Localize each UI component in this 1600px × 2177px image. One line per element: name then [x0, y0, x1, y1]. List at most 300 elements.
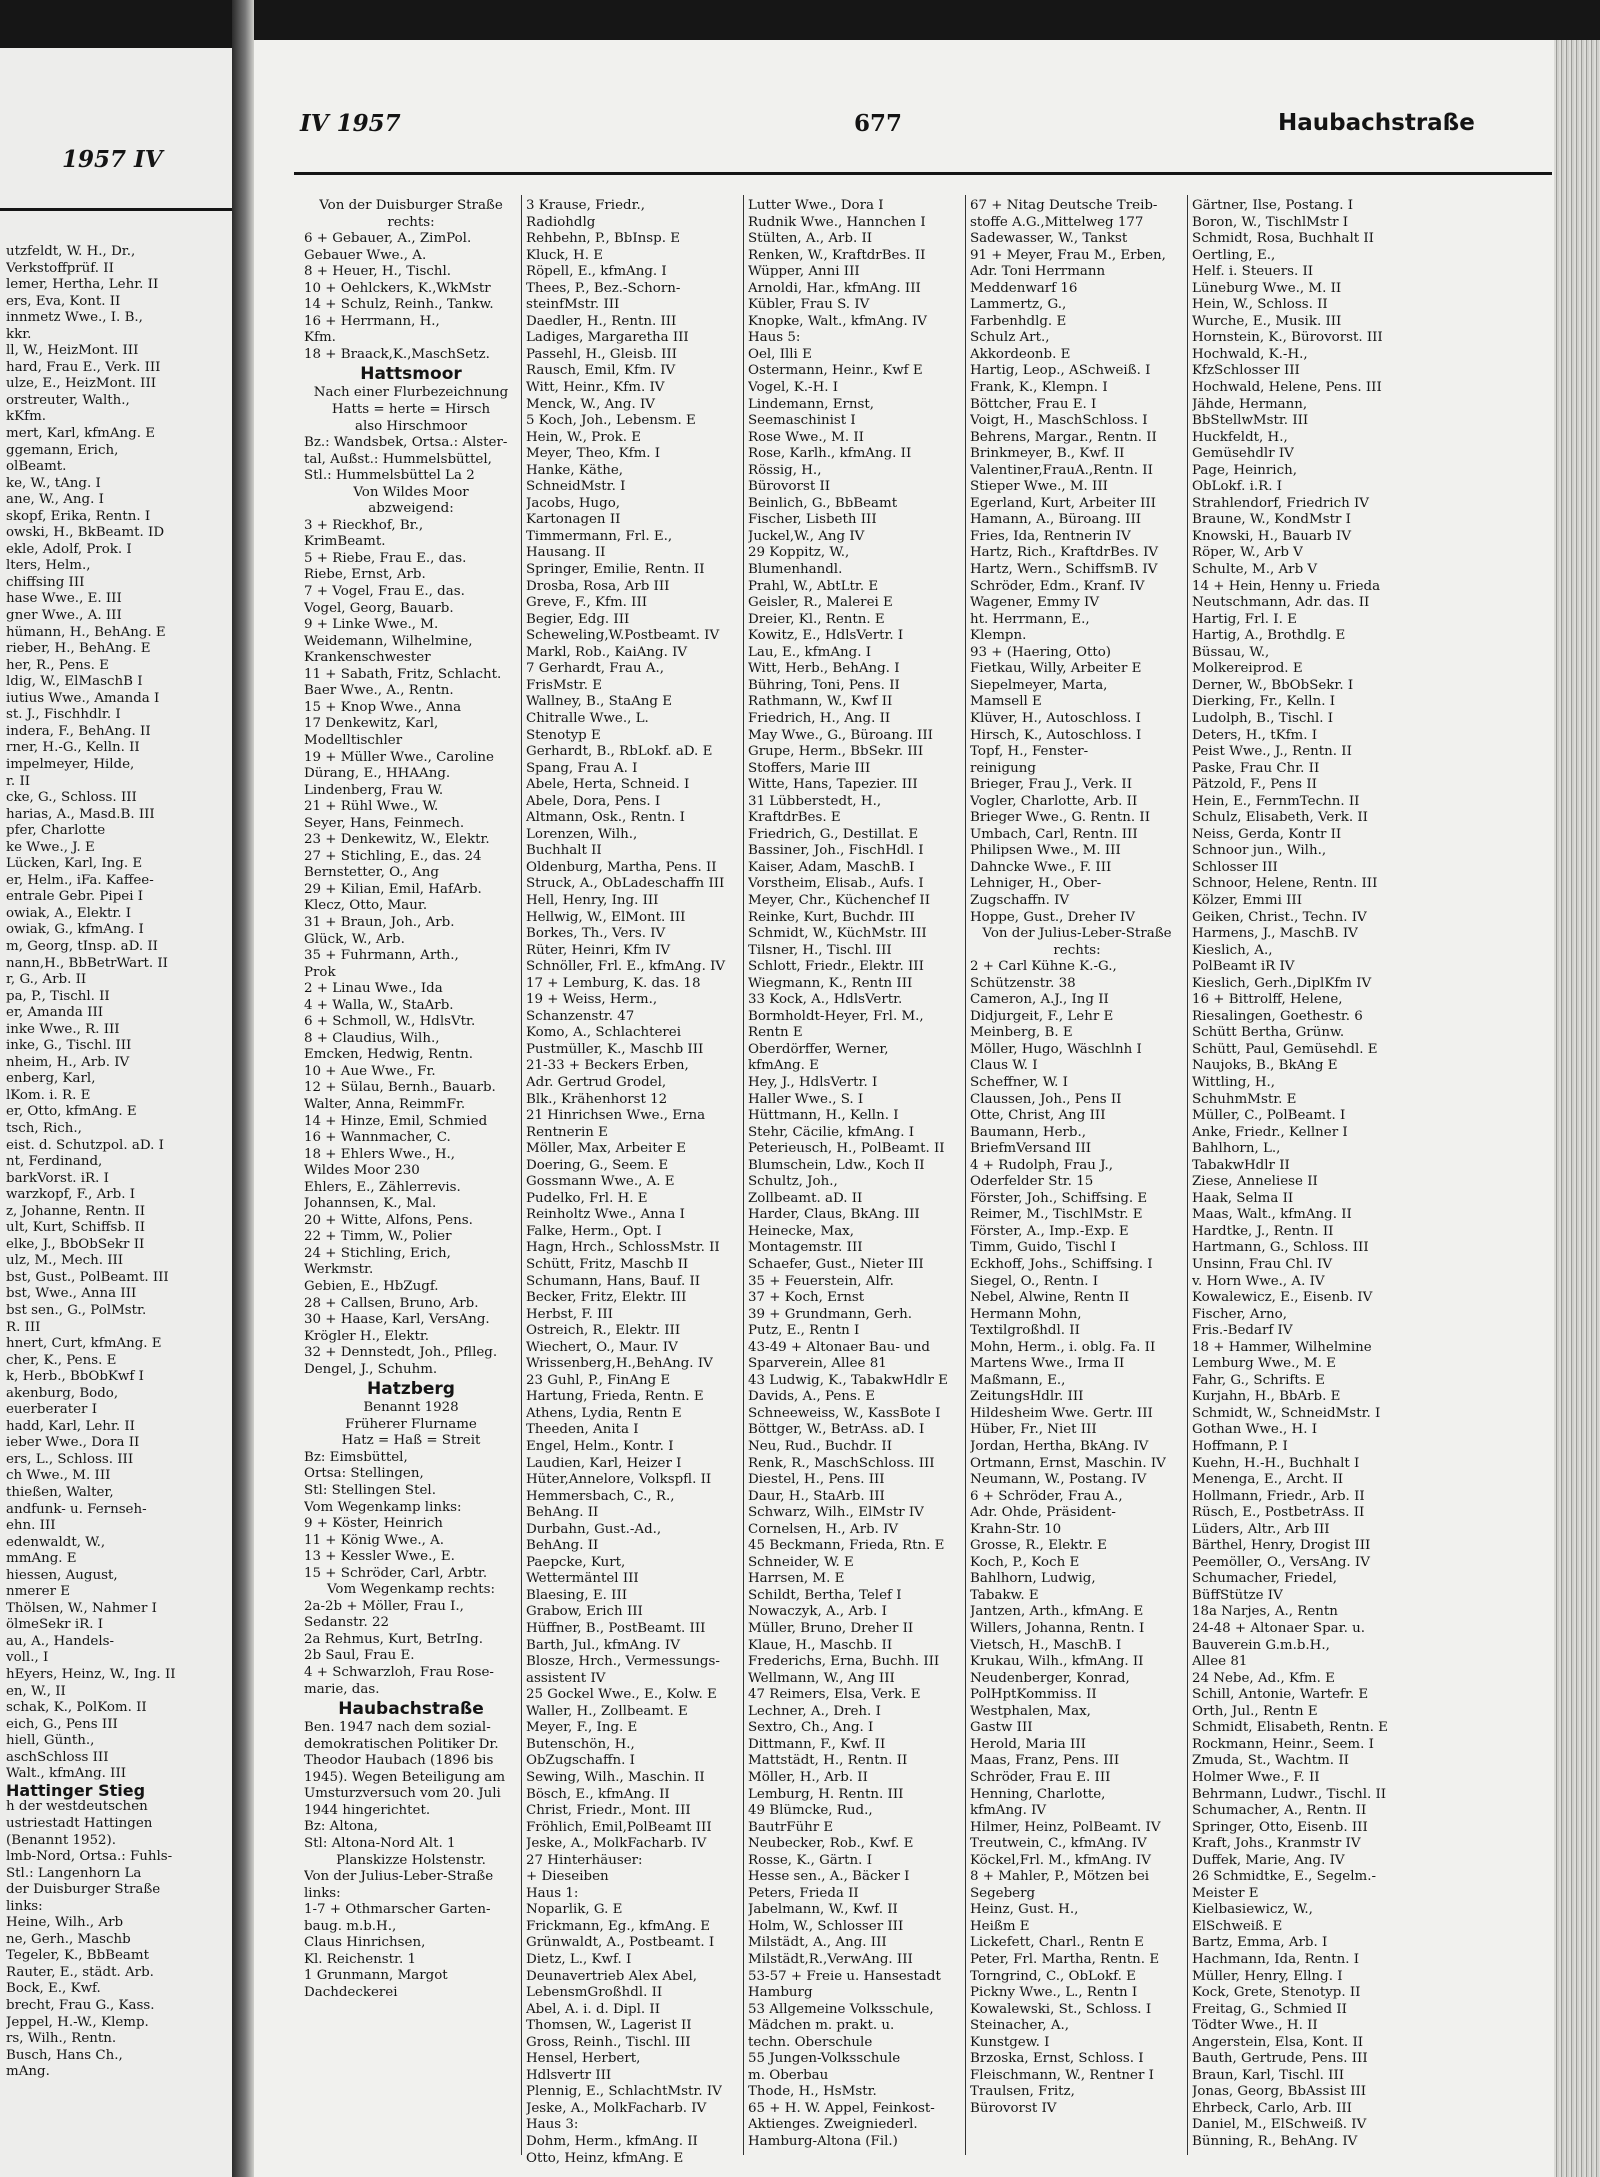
left-page-line: her, R., Pens. E [6, 657, 109, 673]
directory-entry: Lüders, Altr., Arb III [1192, 1521, 1330, 1537]
directory-entry: Anke, Friedr., Kellner I [1192, 1124, 1348, 1140]
directory-entry: Hartmann, G., Schloss. III [1192, 1240, 1369, 1256]
directory-entry: Oldenburg, Martha, Pens. II [526, 859, 717, 875]
directory-entry: 47 Reimers, Elsa, Verk. E [748, 1687, 921, 1703]
directory-entry: Gothan Wwe., H. I [1192, 1422, 1318, 1438]
directory-entry: Schumacher, Friedel, [1192, 1571, 1338, 1587]
directory-entry: KraftdrBes. E [748, 810, 841, 826]
directory-entry: steinfMstr. III [526, 297, 620, 313]
directory-entry: Boron, W., TischlMstr I [1192, 214, 1349, 230]
directory-entry: Brieger Wwe., G. Rentn. II [970, 810, 1150, 826]
directory-entry: + Dieseiben [526, 1869, 609, 1885]
left-page-line: inke, G., Tischl. III [6, 1038, 132, 1054]
directory-entry: Montagemstr. III [748, 1240, 863, 1256]
left-page-line: olBeamt. [6, 459, 67, 475]
directory-entry: 6 + Gebauer, A., ZimPol. [304, 231, 472, 247]
directory-entry: Doering, G., Seem. E [526, 1157, 669, 1173]
left-page-line: aschSchloss III [6, 1749, 109, 1765]
directory-entry: 25 Gockel Wwe., E., Kolw. E [526, 1687, 717, 1703]
directory-entry: Behrmann, Ludwr., Tischl. II [1192, 1786, 1387, 1802]
directory-entry: Gerhardt, B., RbLokf. aD. E [526, 744, 713, 760]
directory-entry: Kieslich, A., [1192, 942, 1273, 958]
left-page-line: hard, Frau E., Verk. III [6, 359, 161, 375]
left-page-line: st. J., Fischhdlr. I [6, 707, 121, 723]
directory-entry: marie, das. [304, 1681, 380, 1697]
directory-entry: Harder, Claus, BkAng. III [748, 1207, 920, 1223]
directory-entry: Kübler, Frau S. IV [748, 297, 870, 313]
left-page-line: ekle, Adolf, Prok. I [6, 541, 132, 557]
directory-entry: Butenschön, H., [526, 1736, 635, 1752]
directory-entry: 6 + Schmoll, W., HdlsVtr. [304, 1014, 476, 1030]
directory-entry: 27 + Stichling, E., das. 24 [304, 848, 482, 864]
section-note: Von der Julius-Leber-Straße [982, 926, 1172, 942]
left-page-line: Bock, E., Kwf. [6, 1981, 101, 1997]
directory-entry: Hausang. II [526, 545, 606, 561]
directory-entry: Rose, Karlh., kfmAng. II [748, 446, 912, 462]
directory-entry: Braun, Karl, Tischl. III [1192, 2067, 1345, 2083]
directory-entry: ht. Herrmann, E., [970, 611, 1090, 627]
directory-entry: Kuehn, H.-H., Buchhalt I [1192, 1455, 1360, 1471]
directory-entry: Lindenberg, Frau W. [304, 782, 444, 798]
directory-entry: Johannsen, K., Mal. [304, 1196, 437, 1212]
directory-entry: Falke, Herm., Opt. I [526, 1223, 662, 1239]
directory-entry: Gross, Reinh., Tischl. III [526, 2034, 691, 2050]
directory-entry: 4 + Schwarzloh, Frau Rose- [304, 1665, 494, 1681]
directory-entry: Friedrich, G., Destillat. E [748, 826, 919, 842]
directory-entry: Buchhalt II [526, 843, 602, 859]
left-page-line: eist. d. Schutzpol. aD. I [6, 1137, 164, 1153]
section-note: Planskizze Holstenstr. [336, 1852, 486, 1868]
directory-entry: 39 + Grundmann, Gerh. [748, 1306, 913, 1322]
directory-entry: Hornstein, K., Bürovorst. III [1192, 330, 1383, 346]
directory-entry: Rehbehn, P., BbInsp. E [526, 231, 681, 247]
directory-entry: 31 + Braun, Joh., Arb. [304, 914, 455, 930]
directory-entry: Kfm. [304, 330, 336, 346]
directory-entry: Hochwald, K.-H., [1192, 346, 1308, 362]
directory-column-5 [1192, 198, 1406, 2151]
directory-entry: Dachdeckerei [304, 1984, 398, 2000]
directory-entry: Rockmann, Heinr., Seem. I [1192, 1736, 1374, 1752]
directory-entry: Bühring, Toni, Pens. II [748, 677, 900, 693]
directory-entry: Bartz, Emma, Arb. I [1192, 1935, 1328, 1951]
directory-entry: Zollbeamt. aD. II [748, 1190, 863, 1206]
directory-entry: Nebel, Alwine, Rentn II [970, 1290, 1130, 1306]
directory-entry: 2a-2b + Möller, Frau I., [304, 1598, 464, 1614]
directory-entry: Meyer, Chr., Küchenchef II [748, 892, 930, 908]
directory-entry: kfmAng. E [748, 1058, 819, 1074]
directory-entry: Athens, Lydia, Rentn E [526, 1405, 682, 1421]
directory-entry: LebensmGroßhdl. II [526, 1985, 663, 2001]
directory-entry: Wrissenberg,H.,BehAng. IV [526, 1356, 713, 1372]
directory-entry: Martens Wwe., Irma II [970, 1356, 1125, 1372]
directory-entry: Harmens, J., MaschB. IV [1192, 926, 1358, 942]
left-page-line: eich, G., Pens III [6, 1716, 118, 1732]
directory-entry: Bassiner, Joh., FischHdl. I [748, 843, 924, 859]
directory-entry: Ludolph, B., Tischl. I [1192, 710, 1334, 726]
directory-entry: Gärtner, Ilse, Postang. I [1192, 198, 1354, 213]
left-page-line: er, Otto, kfmAng. E [6, 1104, 137, 1120]
directory-entry: Hein, W., Schloss. II [1192, 297, 1328, 313]
directory-entry: Reinholtz Wwe., Anna I [526, 1207, 685, 1223]
directory-entry: Braune, W., KondMstr I [1192, 512, 1351, 528]
left-page-line: ne, Gerh., Maschb [6, 1931, 131, 1947]
directory-entry: Kurjahn, H., BbArb. E [1192, 1389, 1341, 1405]
directory-column-3 [748, 198, 962, 2151]
directory-entry: Ladiges, Margaretha III [526, 330, 689, 346]
directory-entry: Blumenhandl. [748, 562, 843, 578]
directory-entry: Hoffmann, P. I [1192, 1439, 1288, 1455]
right-page-header-left: IV 1957 [300, 110, 401, 137]
directory-entry: 14 + Schulz, Reinh., Tankw. [304, 297, 494, 313]
directory-entry: Adr. Gertrud Grodel, [526, 1074, 667, 1090]
left-page-line: Jeppel, H.-W., Klemp. [6, 2014, 149, 2030]
directory-entry: BriefmVersand III [970, 1141, 1092, 1157]
directory-entry: Klüver, H., Autoschloss. I [970, 710, 1141, 726]
directory-entry: Riebe, Ernst, Arb. [304, 567, 426, 583]
directory-entry: Egerland, Kurt, Arbeiter III [970, 495, 1156, 511]
directory-entry: Lehniger, H., Ober- [970, 876, 1102, 892]
directory-entry: Otto, Heinz, kfmAng. E [526, 2150, 684, 2166]
directory-entry: Oertling, E., [1192, 247, 1276, 263]
directory-entry: Frederichs, Erna, Buchh. III [748, 1654, 940, 1670]
left-page-line: r, G., Arb. II [6, 972, 87, 988]
directory-entry: 2a Rehmus, Kurt, BetrIng. [304, 1631, 484, 1647]
directory-entry: Abel, A. i. d. Dipl. II [526, 2001, 660, 2017]
directory-entry: Schneeweiss, W., KassBote I [748, 1405, 941, 1421]
directory-entry: Theeden, Anita I [526, 1422, 639, 1438]
directory-entry: Heißm E [970, 1918, 1030, 1934]
directory-entry: 18 + Braack,K.,MaschSetz. [304, 346, 490, 362]
left-page-line: lemer, Hertha, Lehr. II [6, 277, 159, 293]
directory-entry: Riesalingen, Goethestr. 6 [1192, 1008, 1363, 1024]
left-page-line: ulze, E., HeizMont. III [6, 376, 157, 392]
directory-entry: BehAng. II [526, 1538, 599, 1554]
directory-entry: Schumacher, A., Rentn. II [1192, 1803, 1367, 1819]
directory-entry: Witte, Hans, Tapezier. III [748, 777, 918, 793]
left-page-line: chiffsing III [6, 574, 85, 590]
directory-entry: Sadewasser, W., Tankst [970, 231, 1128, 247]
directory-entry: Valentiner,FrauA.,Rentn. II [970, 462, 1153, 478]
directory-entry: reinigung [970, 760, 1036, 776]
directory-entry: Schanzenstr. 47 [526, 1008, 635, 1024]
directory-entry: Hermann Mohn, [970, 1306, 1082, 1322]
directory-entry: Brinkmeyer, B., Kwf. II [970, 446, 1125, 462]
directory-entry: Böttcher, Frau E. I [970, 396, 1097, 412]
directory-entry: Möller, Hugo, Wäschlnh I [970, 1041, 1142, 1057]
directory-entry: Naujoks, B., BkAng E [1192, 1058, 1338, 1074]
left-page-line: ll, W., HeizMont. III [6, 343, 139, 359]
directory-entry: Neubecker, Rob., Kwf. E [748, 1836, 914, 1852]
directory-entry: Bormholdt-Heyer, Frl. M., [748, 1008, 924, 1024]
directory-entry: Wellmann, W., Ang III [748, 1670, 895, 1686]
directory-entry: Plennig, E., SchlachtMstr. IV [526, 2084, 722, 2100]
directory-entry: kfmAng. IV [970, 1803, 1047, 1819]
directory-entry: Thomsen, W., Lagerist II [526, 2018, 692, 2034]
directory-entry: Gemüsehdlr IV [1192, 446, 1294, 462]
directory-entry: Markl, Rob., KaiAng. IV [526, 644, 688, 660]
directory-entry: Schlott, Friedr., Elektr. III [748, 959, 924, 975]
directory-entry: Meinberg, B. E [970, 1025, 1073, 1041]
directory-entry: Von der Julius-Leber-Straße [304, 1869, 494, 1885]
directory-entry: 19 + Müller Wwe., Caroline [304, 749, 494, 765]
directory-entry: Eckhoff, Johs., Schiffsing. I [970, 1257, 1153, 1272]
directory-entry: Holm, W., Schlosser III [748, 1918, 904, 1934]
directory-entry: Timmermann, Frl. E., [526, 528, 673, 544]
directory-entry: Rössig, H., [748, 462, 822, 478]
directory-entry: Schill, Antonie, Wartefr. E [1192, 1687, 1369, 1703]
directory-entry: Traulsen, Fritz, [970, 2084, 1075, 2100]
directory-entry: Springer, Otto, Eisenb. III [1192, 1819, 1368, 1835]
directory-entry: Hartig, A., Brothdlg. E [1192, 628, 1346, 644]
directory-entry: 24-48 + Altonaer Spar. u. [1192, 1621, 1365, 1637]
directory-entry: Wildes Moor 230 [304, 1163, 420, 1179]
directory-entry: Struck, A., ObLadeschaffn III [526, 876, 725, 892]
directory-entry: Becker, Fritz, Elektr. III [526, 1290, 687, 1306]
left-page-line: iutius Wwe., Amanda I [6, 690, 160, 706]
directory-entry: Wallney, B., StaAng E [526, 694, 673, 710]
directory-entry: Hüber, Fr., Niet III [970, 1422, 1097, 1438]
directory-entry: Rudnik Wwe., Hannchen I [748, 214, 926, 230]
directory-entry: Neudenberger, Konrad, [970, 1670, 1130, 1686]
right-header-rule [294, 172, 1552, 175]
directory-entry: 18 + Hammer, Wilhelmine [1192, 1339, 1372, 1355]
directory-entry: 28 + Callsen, Bruno, Arb. [304, 1295, 479, 1311]
directory-entry: Rentnerin E [526, 1124, 608, 1140]
directory-entry: Fröhlich, Emil,PolBeamt III [526, 1819, 712, 1835]
directory-entry: Pudelko, Frl. H. E [526, 1190, 648, 1206]
directory-entry: 2 + Linau Wwe., Ida [304, 981, 443, 997]
directory-entry: 22 + Timm, W., Polier [304, 1229, 452, 1245]
directory-entry: Fischer, Lisbeth III [748, 512, 877, 528]
directory-entry: Friedrich, H., Ang. II [748, 710, 891, 726]
directory-entry: SchuhmMstr. E [1192, 1091, 1297, 1107]
directory-entry: Spang, Frau A. I [526, 760, 638, 776]
directory-entry: Scheweling,W.Postbeamt. IV [526, 628, 720, 644]
directory-entry: Meyer, F., Ing. E [526, 1720, 638, 1736]
directory-entry: Stieper Wwe., M. III [970, 479, 1108, 495]
left-page-line: brecht, Frau G., Kass. [6, 1997, 155, 2013]
directory-entry: Umbach, Carl, Rentn. III [970, 826, 1138, 842]
directory-entry: Müller, C., PolBeamt. I [1192, 1108, 1346, 1124]
directory-entry: Krögler H., Elektr. [304, 1328, 430, 1344]
directory-entry: Willers, Johanna, Rentn. I [970, 1621, 1145, 1637]
directory-entry: Daedler, H., Rentn. III [526, 313, 677, 329]
directory-entry: Brzoska, Ernst, Schloss. I [970, 2051, 1144, 2067]
directory-entry: 1944 hingerichtet. [304, 1802, 431, 1818]
directory-entry: Bernstetter, O., Ang [304, 865, 439, 881]
directory-entry: Greve, F., Kfm. III [526, 595, 648, 611]
left-page-line: ggemann, Erich, [6, 442, 119, 458]
directory-entry: Philipsen Wwe., M. III [970, 843, 1121, 859]
left-page-line: ch Wwe., M. III [6, 1468, 111, 1484]
directory-entry: Oberdörffer, Werner, [748, 1041, 889, 1057]
section-note: Hatts = herte = Hirsch [331, 402, 491, 418]
directory-entry: Förster, Joh., Schiffsing. E [970, 1190, 1148, 1206]
directory-entry: Gebien, E., HbZugf. [304, 1279, 439, 1294]
left-page-line: thießen, Walter, [6, 1485, 114, 1501]
directory-entry: Lorenzen, Wilh., [526, 826, 638, 842]
directory-entry: Peterieusch, H., PolBeamt. II [748, 1141, 945, 1157]
directory-entry: Jantzen, Arth., kfmAng. E [970, 1604, 1144, 1620]
directory-entry: Fahr, G., Schrifts. E [1192, 1372, 1325, 1388]
directory-entry: Dengel, J., Schuhm. [304, 1361, 438, 1377]
left-page-line: enberg, Karl, [6, 1071, 96, 1087]
directory-entry: links: [304, 1885, 341, 1901]
directory-entry: Deters, H., tKfm. I [1192, 727, 1318, 743]
directory-entry: Tilsner, H., Tischl. III [748, 942, 892, 958]
directory-entry: Passehl, H., Gleisb. III [526, 346, 677, 362]
directory-entry: 8 + Heuer, H., Tischl. [304, 264, 452, 280]
directory-entry: Hein, W., Prok. E [526, 429, 642, 445]
directory-entry: Schütt, Paul, Gemüsehdl. E [1192, 1041, 1378, 1057]
left-page-line: Stl.: Langenhorn La [6, 1865, 142, 1881]
directory-entry: Schmidt, Rosa, Buchhalt II [1192, 231, 1374, 247]
directory-entry: Modelltischler [304, 732, 403, 748]
directory-entry: Lammertz, G., [970, 297, 1067, 313]
directory-entry: Schütt Bertha, Grünw. [1192, 1025, 1345, 1041]
directory-entry: Lüneburg Wwe., M. II [1192, 280, 1342, 296]
directory-entry: Hell, Henry, Ing. III [526, 892, 659, 908]
directory-entry: Geisler, R., Malerei E [748, 595, 893, 611]
directory-entry: Neumann, W., Postang. IV [970, 1472, 1147, 1488]
directory-entry: Jonas, Georg, BbAssist III [1192, 2084, 1367, 2100]
left-page-line: akenburg, Bodo, [6, 1385, 119, 1401]
directory-entry: 16 + Bittrolff, Helene, [1192, 992, 1343, 1008]
left-page-line: h der westdeutschen [6, 1799, 148, 1815]
directory-entry: 8 + Claudius, Wilh., [304, 1030, 440, 1046]
directory-entry: KfzSchlosser III [1192, 363, 1300, 379]
column-divider [743, 195, 744, 2155]
directory-entry: Büssau, W., [1192, 644, 1270, 660]
directory-entry: Zugschaffn. IV [970, 892, 1070, 908]
directory-entry: Weidemann, Wilhelmine, [304, 633, 473, 649]
directory-entry: 21 + Rühl Wwe., W. [304, 799, 439, 815]
directory-entry: Fischer, Arno, [1192, 1306, 1287, 1322]
directory-entry: Peter, Frl. Martha, Rentn. E [970, 1951, 1160, 1967]
directory-entry: Aktienges. Zweigniederl. [748, 2117, 918, 2133]
left-page-line: Tegeler, K., BbBeamt [6, 1948, 149, 1964]
directory-entry: Grünwaldt, A., Postbeamt. I [526, 1935, 715, 1951]
directory-entry: Röper, W., Arb V [1192, 545, 1303, 561]
directory-entry: 26 Schmidtke, E., Segelm.- [1192, 1869, 1376, 1885]
directory-entry: 7 + Vogel, Frau E., das. [304, 584, 465, 600]
directory-entry: Müller, Henry, Ellng. I [1192, 1968, 1343, 1984]
left-page-line: cke, G., Schloss. III [6, 790, 137, 806]
directory-entry: SchneidMstr. I [526, 479, 626, 495]
directory-entry: ObLokf. i.R. I [1192, 479, 1283, 495]
left-page-header: 1957 IV [62, 146, 163, 173]
left-page-column [6, 244, 230, 2081]
left-page-line: rs, Wilh., Rentn. [6, 2031, 117, 2047]
directory-entry: Schmidt, W., KüchMstr. III [748, 926, 927, 942]
directory-entry: m. Oberbau [748, 2067, 829, 2083]
directory-entry: Stehr, Cäcilie, kfmAng. I [748, 1124, 914, 1140]
directory-entry: 33 Kock, A., HdlsVertr. [748, 992, 903, 1008]
directory-entry: Kluck, H. E [526, 247, 604, 263]
directory-entry: PolHptKommiss. II [970, 1687, 1097, 1703]
directory-entry: Hemmersbach, C., R., [526, 1488, 675, 1504]
directory-entry: Voigt, H., MaschSchloss. I [970, 413, 1148, 429]
directory-entry: Blaesing, E. III [526, 1587, 628, 1603]
directory-entry: 10 + Aue Wwe., Fr. [304, 1063, 436, 1079]
left-page-line: hEyers, Heinz, W., Ing. II [6, 1667, 176, 1683]
directory-entry: Vietsch, H., MaschB. I [970, 1637, 1122, 1653]
directory-entry: Schulz Art., [970, 330, 1050, 346]
directory-entry: 19 + Weiss, Herm., [526, 992, 658, 1008]
directory-entry: Thees, P., Bez.-Schorn- [526, 280, 681, 296]
directory-entry: tal, Außst.: Hummelsbüttel, [304, 451, 492, 467]
directory-entry: 31 Lübberstedt, H., [748, 793, 882, 809]
directory-entry: Schwarz, Wilh., ElMstr IV [748, 1505, 924, 1521]
left-page-line: inke Wwe., R. III [6, 1021, 120, 1037]
directory-entry: 20 + Witte, Alfons, Pens. [304, 1212, 473, 1228]
street-heading: Haubachstraße [338, 1699, 484, 1720]
directory-entry: Daur, H., StaArb. III [748, 1488, 885, 1504]
left-page-line: der Duisburger Straße [6, 1882, 161, 1898]
directory-entry: Behrens, Margar., Rentn. II [970, 429, 1157, 445]
directory-entry: Paske, Frau Chr. II [1192, 760, 1320, 776]
left-page-line: hümann, H., BehAng. E [6, 624, 166, 640]
directory-entry: Prok [304, 964, 336, 980]
left-page-line: elke, J., BbObSekr II [6, 1236, 145, 1252]
directory-entry: assistent IV [526, 1670, 606, 1686]
directory-entry: Meyer, Theo, Kfm. I [526, 446, 661, 462]
directory-entry: 45 Beckmann, Frieda, Rtn. E [748, 1538, 945, 1554]
directory-entry: Glück, W., Arb. [304, 931, 405, 947]
left-page-line: Thölsen, W., Nahmer I [6, 1600, 157, 1616]
directory-entry: Brieger, Frau J., Verk. II [970, 777, 1133, 793]
left-page-line: (Benannt 1952). [6, 1832, 117, 1848]
directory-entry: Schumann, Hans, Bauf. II [526, 1273, 701, 1289]
directory-entry: Barth, Jul., kfmAng. IV [526, 1637, 680, 1653]
directory-entry: Stl: Altona-Nord Alt. 1 [304, 1835, 456, 1851]
directory-entry: Oderfelder Str. 15 [970, 1174, 1094, 1190]
directory-entry: Lickefett, Charl., Rentn E [970, 1935, 1144, 1951]
left-page-line: en, W., II [6, 1683, 66, 1699]
left-page-line: warzkopf, F., Arb. I [6, 1187, 136, 1203]
directory-entry: Sparverein, Allee 81 [748, 1356, 887, 1372]
directory-entry: Schlosser III [1192, 859, 1278, 875]
left-page-line: z, Johanne, Rentn. II [6, 1203, 146, 1219]
directory-entry: Radiohdlg [526, 214, 596, 230]
left-page-line: euerberater I [6, 1402, 98, 1418]
left-page-line: nt, Ferdinand, [6, 1154, 103, 1170]
left-page-line: Hattinger Stieg [6, 1780, 146, 1800]
directory-entry: Hoppe, Gust., Dreher IV [970, 909, 1135, 925]
directory-entry: Menck, W., Ang. IV [526, 396, 655, 412]
directory-entry: Rüsch, E., PostbetrAss. II [1192, 1505, 1365, 1521]
section-note: Früherer Flurname [345, 1416, 477, 1432]
directory-entry: Stoffers, Marie III [748, 760, 871, 776]
directory-entry: Wiechert, O., Maur. IV [526, 1339, 678, 1355]
directory-entry: Schnöller, Frl. E., kfmAng. IV [526, 959, 726, 975]
left-page-line: indera, F., BehAng. II [6, 723, 151, 739]
directory-entry: Hüter,Annelore, Volkspfl. II [526, 1472, 712, 1488]
directory-entry: Baumann, Herb., [970, 1124, 1086, 1140]
directory-entry: Wurche, E., Musik. III [1192, 313, 1342, 329]
directory-entry: Chitralle Wwe., L. [526, 710, 649, 726]
directory-entry: 16 + Herrmann, H., [304, 313, 440, 329]
directory-entry: Schnoor, Helene, Rentn. III [1192, 876, 1378, 892]
left-page-line: orstreuter, Walth., [6, 392, 130, 408]
directory-entry: Kunstgew. I [970, 2034, 1050, 2050]
directory-entry: Lau, E., kfmAng. I [748, 644, 871, 660]
directory-entry: Frank, K., Klempn. I [970, 380, 1108, 396]
directory-entry: 4 + Rudolph, Frau J., [970, 1157, 1113, 1173]
directory-entry: Krukau, Wilh., kfmAng. II [970, 1654, 1144, 1670]
directory-entry: 2b Saul, Frau E. [304, 1648, 415, 1664]
directory-entry: Bünning, R., BehAng. IV [1192, 2133, 1358, 2149]
